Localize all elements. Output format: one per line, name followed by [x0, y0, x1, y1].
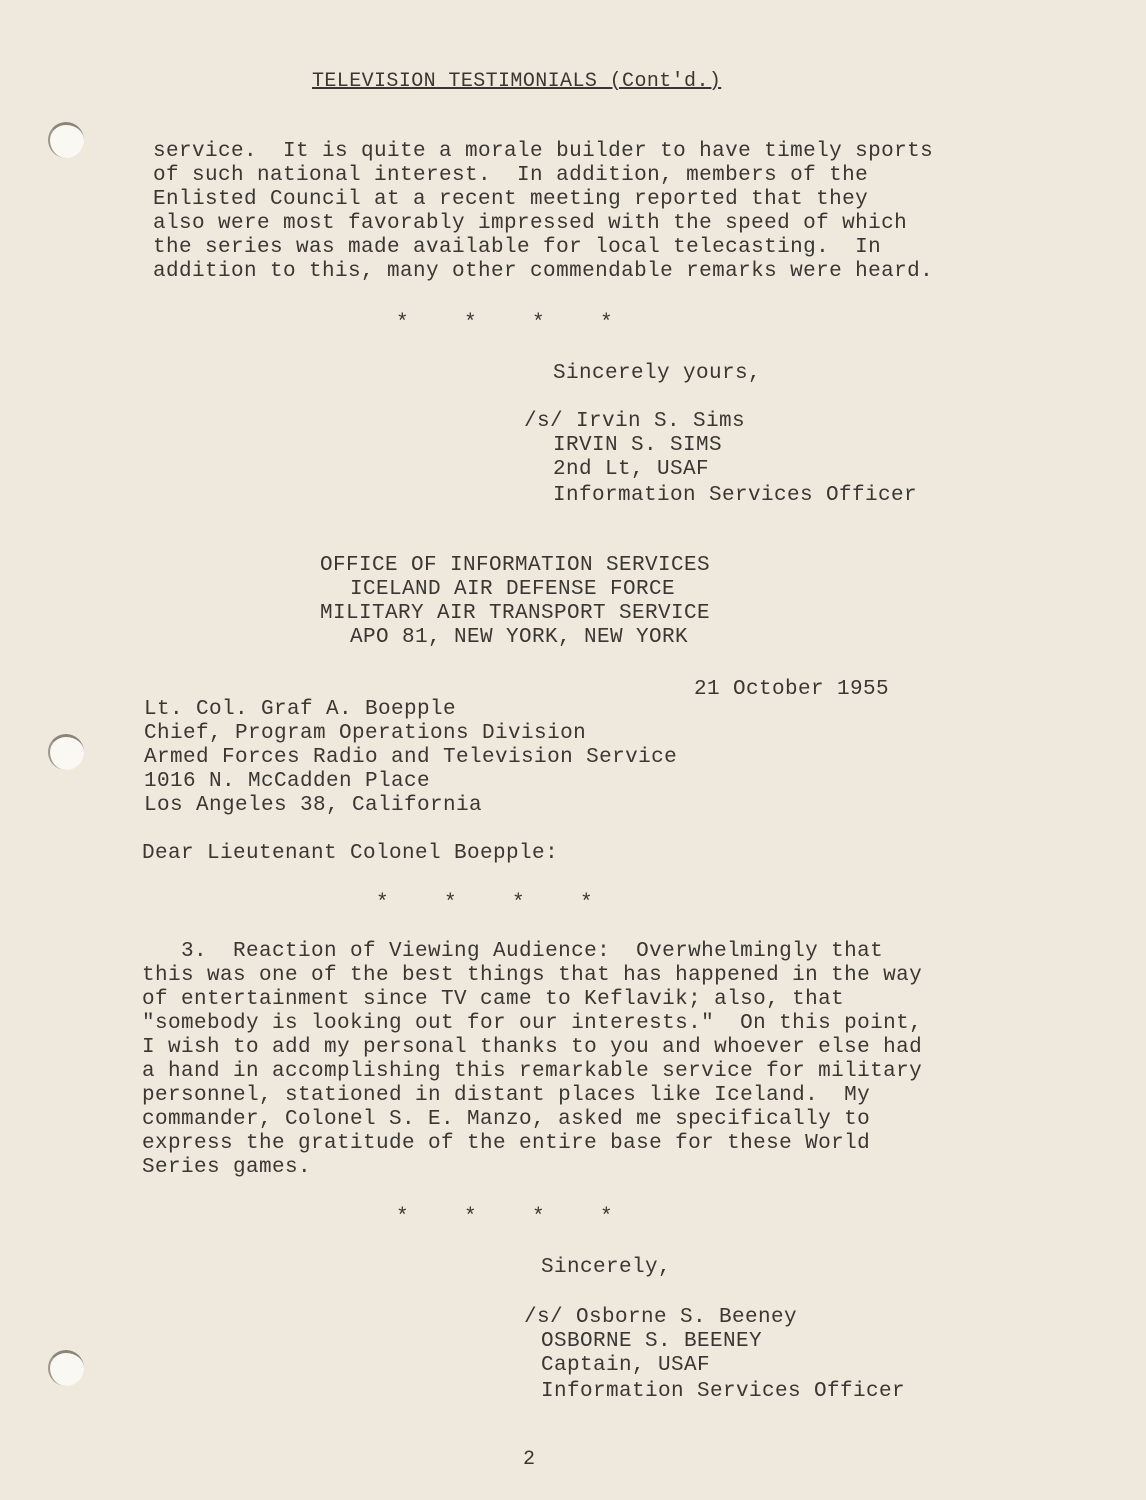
letter2-date: 21 October 1955: [694, 678, 890, 701]
letter2-signer-name: OSBORNE S. BEENEY: [541, 1330, 763, 1353]
letter1-line: Enlisted Council at a recent meeting reported that they: [153, 188, 869, 211]
letter1-line: addition to this, many other commendable remarks were heard.: [153, 260, 934, 283]
letter1-line: service. It is quite a morale builder to have timely sports: [153, 140, 934, 163]
binder-hole-bottom: [48, 1350, 84, 1386]
letterhead-line: ICELAND AIR DEFENSE FORCE: [350, 578, 676, 601]
letterhead-line: APO 81, NEW YORK, NEW YORK: [350, 626, 689, 649]
address-line: Armed Forces Radio and Television Service: [144, 746, 678, 769]
letter1-closing: Sincerely yours,: [553, 362, 762, 385]
letter2-line: personnel, stationed in distant places like Iceland. My: [142, 1084, 871, 1107]
page-heading: TELEVISION TESTIMONIALS (Cont'd.): [312, 70, 722, 93]
letter1-signer-rank: 2nd Lt, USAF: [553, 458, 710, 481]
letter1-line: of such national interest. In addition, members of the: [153, 164, 869, 187]
letter2-line: 3. Reaction of Viewing Audience: Overwhelmingly that: [142, 940, 884, 963]
letter1-signature: /s/ Irvin S. Sims: [524, 410, 746, 433]
letter2-line: "somebody is looking out for our interests." On this point,: [142, 1012, 923, 1035]
letter2-closing: Sincerely,: [541, 1256, 672, 1279]
letter2-signer-rank: Captain, USAF: [541, 1354, 711, 1377]
separator-stars: * * * *: [396, 1206, 614, 1229]
letter2-signature: /s/ Osborne S. Beeney: [524, 1306, 798, 1329]
separator-stars: * * * *: [376, 892, 594, 915]
letter2-line: of entertainment since TV came to Keflavik; also, that: [142, 988, 845, 1011]
separator-stars: * * * *: [396, 312, 614, 335]
letter2-line: commander, Colonel S. E. Manzo, asked me specifically to: [142, 1108, 871, 1131]
binder-hole-top: [48, 122, 84, 158]
letter2-salutation: Dear Lieutenant Colonel Boepple:: [142, 842, 559, 865]
letterhead-line: MILITARY AIR TRANSPORT SERVICE: [320, 602, 711, 625]
address-line: Lt. Col. Graf A. Boepple: [144, 698, 457, 721]
letter1-signer-title: Information Services Officer: [553, 484, 918, 507]
letter1-signer-name: IRVIN S. SIMS: [553, 434, 723, 457]
letter2-line: a hand in accomplishing this remarkable service for military: [142, 1060, 923, 1083]
letter2-line: this was one of the best things that has happened in the way: [142, 964, 923, 987]
address-line: Los Angeles 38, California: [144, 794, 483, 817]
letter2-signer-title: Information Services Officer: [541, 1380, 906, 1403]
page-number: 2: [523, 1448, 536, 1471]
binder-hole-middle: [48, 734, 84, 770]
letter1-line: the series was made available for local telecasting. In: [153, 236, 882, 259]
address-line: 1016 N. McCadden Place: [144, 770, 431, 793]
letter2-line: I wish to add my personal thanks to you and whoever else had: [142, 1036, 923, 1059]
letter1-line: also were most favorably impressed with the speed of which: [153, 212, 908, 235]
letter2-line: Series games.: [142, 1156, 312, 1179]
letter2-line: express the gratitude of the entire base for these World: [142, 1132, 871, 1155]
address-line: Chief, Program Operations Division: [144, 722, 587, 745]
letterhead-line: OFFICE OF INFORMATION SERVICES: [320, 554, 711, 577]
